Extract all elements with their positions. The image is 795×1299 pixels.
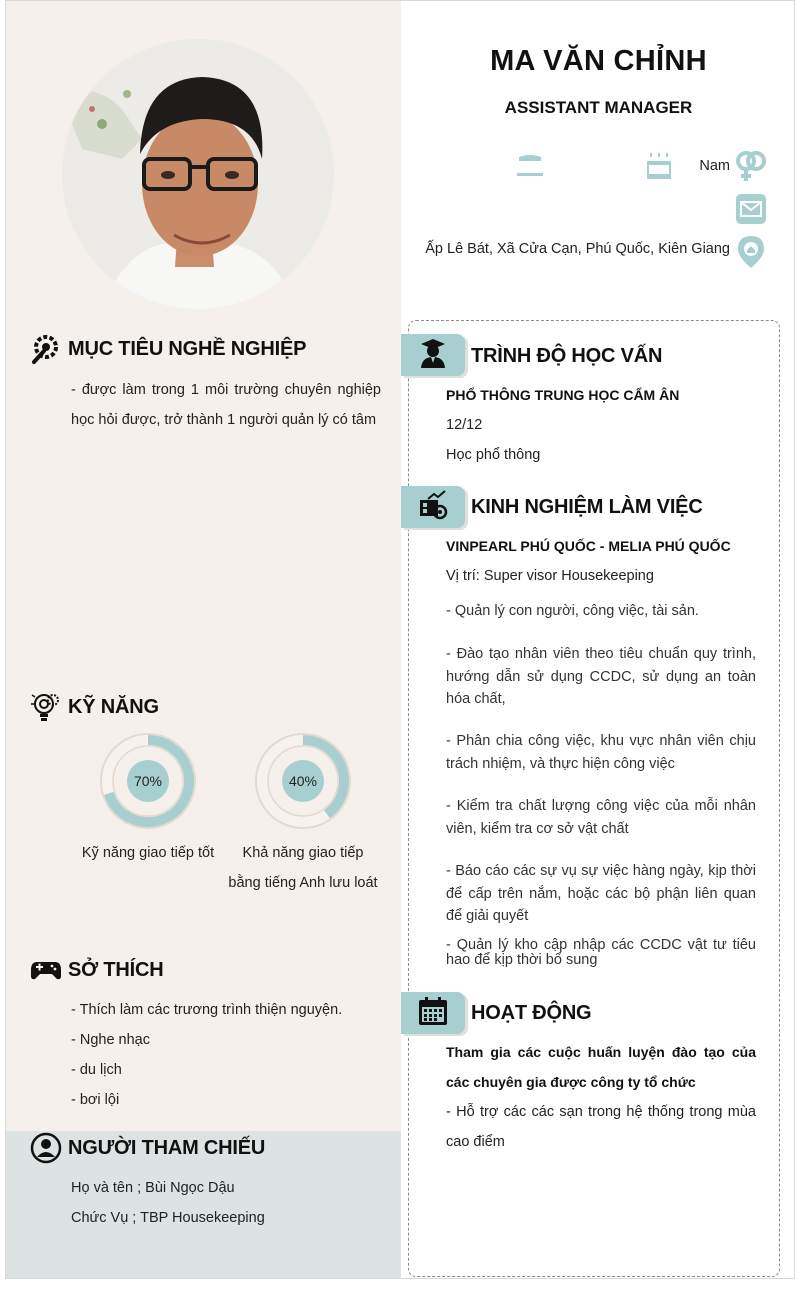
education-tab [401, 334, 465, 376]
graduate-icon [419, 337, 447, 374]
candidate-name: MA VĂN CHỈNH [490, 45, 707, 77]
experience-duty: - Phân chia công việc, khu vực nhân viên chịu trách nhiệm, và thực hiện công việc [446, 733, 756, 772]
calendar-grid-icon [418, 996, 448, 1031]
education-title: TRÌNH ĐỘ HỌC VẤN [471, 345, 663, 367]
hobbies-heading [30, 954, 163, 986]
hobby-item: - Thích làm các trương trình thiện nguyện. [71, 1002, 343, 1018]
phone-icon [644, 151, 674, 188]
reference-position: Chức Vụ ; TBP Housekeeping [71, 1210, 265, 1226]
profile-photo [62, 39, 334, 309]
skill-label-2: Khả năng giao tiếp bằng tiếng Anh lưu loát [228, 845, 378, 891]
activities-detail: - Hỗ trợ các các sạn trong hệ thống trong mùa cao điểm [446, 1104, 756, 1150]
activities-highlight: Tham gia các cuộc huấn luyện đào tạo của các chuyên gia được công ty tổ chức [446, 1044, 756, 1090]
experience-duty: - Quản lý con người, công việc, tài sản. [446, 603, 699, 619]
cv-page [5, 0, 795, 1279]
education-level: Học phổ thông [446, 447, 541, 463]
address-text: Ấp Lê Bát, Xã Cửa Cạn, Phú Quốc, Kiên Giang [425, 241, 730, 257]
objective-text: - được làm trong 1 môi trường chuyên nghiệp học hỏi được, trở thành 1 người quản lý có tâm [71, 382, 381, 428]
reference-heading [30, 1132, 265, 1164]
reference-title: NGƯỜI THAM CHIẾU [68, 1136, 266, 1159]
experience-duty: - Kiểm tra chất lượng công việc của mỗi nhân viên, kiểm tra cơ sở vật chất [446, 798, 756, 837]
hobby-item: - du lịch [71, 1062, 122, 1078]
job-title: ASSISTANT MANAGER [504, 98, 693, 117]
objective-heading [30, 333, 306, 365]
activities-title: HOẠT ĐỘNG [471, 1002, 592, 1024]
experience-duty: - Đào tạo nhân viên theo tiêu chuẩn quy trình, hướng dẫn sử dụng CCDC, sử dụng an toàn hóa chất, [446, 646, 756, 707]
hobby-item: - bơi lội [71, 1092, 120, 1108]
reference-name: Họ và tên ; Bùi Ngọc Dậu [71, 1180, 235, 1196]
hobbies-title: SỞ THÍCH [68, 958, 164, 981]
lightbulb-gear-icon [30, 691, 62, 723]
experience-tab [401, 486, 465, 528]
objective-title: MỤC TIÊU NGHỀ NGHIỆP [68, 337, 307, 360]
skill-percent-1: 70% [133, 773, 163, 789]
hobby-item: - Nghe nhạc [71, 1032, 150, 1048]
skills-title: KỸ NĂNG [68, 695, 159, 718]
gender-icon [735, 149, 767, 188]
chart-report-icon [418, 490, 448, 525]
skill-ring-2 [253, 731, 353, 831]
gamepad-icon [30, 954, 62, 986]
education-grade: 12/12 [446, 417, 483, 433]
gender-text: Nam [699, 158, 730, 174]
calendar-icon [516, 153, 544, 184]
skills-heading [30, 691, 159, 723]
email-icon [735, 193, 767, 230]
skill-percent-2: 40% [288, 773, 318, 789]
activities-tab [401, 992, 465, 1034]
skill-label-1: Kỹ năng giao tiếp tốt [81, 845, 215, 861]
experience-title: KINH NGHIỆM LÀM VIỆC [471, 496, 703, 518]
experience-company: VINPEARL PHÚ QUỐC - MELIA PHÚ QUỐC [446, 538, 731, 554]
wrench-gear-icon [30, 333, 62, 365]
experience-duty: - Quản lý kho cập nhập các CCDC vật tư tiêu hao để kịp thời bổ sung [446, 937, 756, 968]
location-icon [736, 235, 766, 274]
experience-duty: - Báo cáo các sự vụ sự việc hàng ngày, kịp thời để cấp trên nắm, hoặc các bộ phận liên quan để giải quyết [446, 863, 756, 924]
user-circle-icon [30, 1132, 62, 1164]
skill-ring-1 [98, 731, 198, 831]
education-school: PHỔ THÔNG TRUNG HỌC CẨM ÂN [446, 387, 680, 403]
experience-position: Vị trí: Super visor Housekeeping [446, 568, 654, 584]
